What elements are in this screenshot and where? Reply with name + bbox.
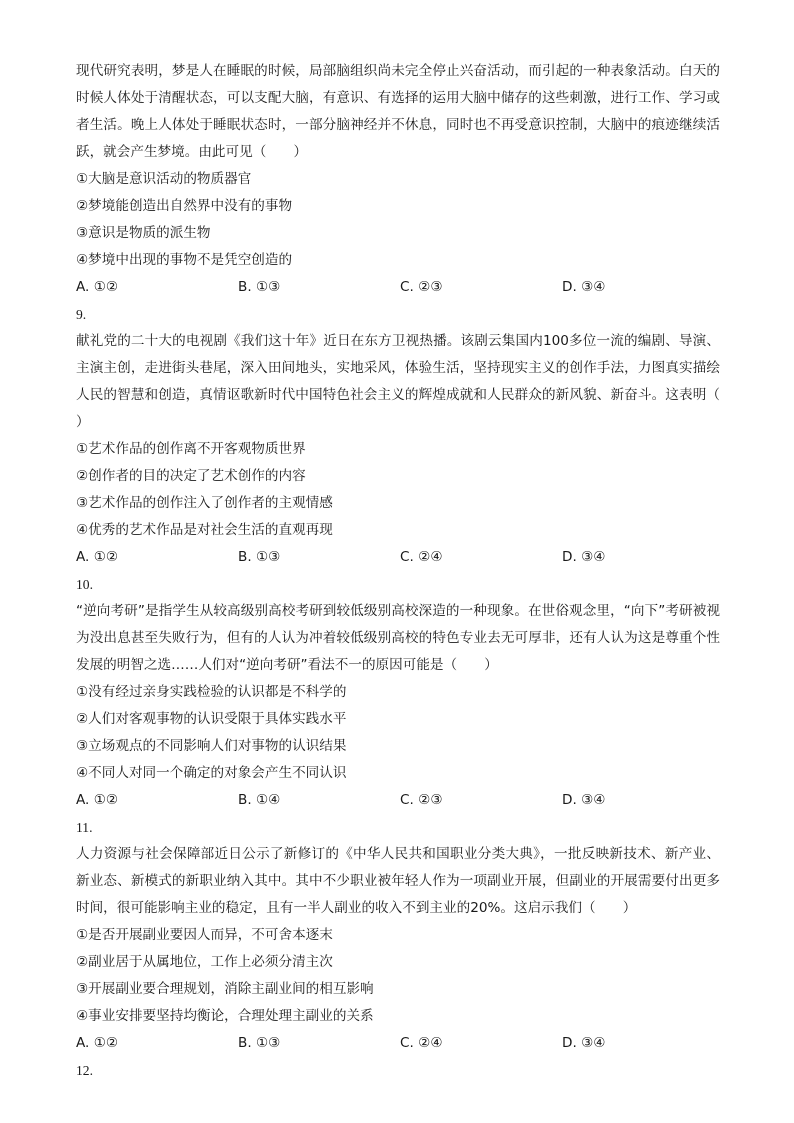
question-10-choices (76, 787, 720, 814)
question-11-number: 11. (76, 820, 93, 835)
question-12-number: 12. (76, 1063, 93, 1078)
question-9-option-4: ④优秀的艺术作品是对社会生活的直观再现 (76, 522, 333, 538)
question-8-stem: 现代研究表明，梦是人在睡眠的时候，局部脑组织尚未完全停止兴奋活动，而引起的一种表象活动。白天的时候人体处于清醒状态，可以支配大脑，有意识、有选择的运用大脑中储存的这些刺激，进行工作、学习或者生活。晚上人体处于睡眠状态时，一部分脑神经并不休息，同时也不再受意识控制，大脑中的痕迹继续活跃，就会产生梦境。由此可见（ ） (76, 63, 720, 160)
question-9-option-3: ③艺术作品的创作注入了创作者的主观情感 (76, 495, 333, 511)
question-9-stem: 献礼党的二十大的电视剧《我们这十年》近日在东方卫视热播。该剧云集国内100多位一流的编剧、导演、主演主创，走进街头巷尾，深入田间地头，实地采风，体验生活，坚持现实主义的创作手法，力图真实描绘人民的智慧和创造，真情讴歌新时代中国特色社会主义的辉煌成就和人民群众的新风貌、新奋斗。这表明（ ） (76, 333, 748, 430)
question-9-option-1: ①艺术作品的创作离不开客观物质世界 (76, 441, 306, 457)
question-8-option-4: ④梦境中出现的事物不是凭空创造的 (76, 252, 293, 268)
question-9-option-2: ②创作者的目的决定了艺术创作的内容 (76, 468, 306, 484)
question-8-choices (76, 274, 720, 301)
question-10-option-2: ②人们对客观事物的认识受限于具体实践水平 (76, 711, 347, 727)
question-10-choice-a: A. ①② (76, 792, 119, 808)
question-9-choices (76, 544, 720, 571)
question-11-option-3: ③开展副业要合理规划，消除主副业间的相互影响 (76, 981, 374, 997)
document-page (76, 58, 748, 1084)
question-11-choice-a: A. ①② (76, 1035, 119, 1051)
question-11 (76, 814, 720, 1057)
question-10-option-3: ③立场观点的不同影响人们对事物的认识结果 (76, 738, 347, 754)
question-8-choice-a: A. ①② (76, 279, 119, 295)
question-10-choice-b: B. ①④ (238, 792, 281, 808)
question-10-option-1: ①没有经过亲身实践检验的认识都是不科学的 (76, 684, 347, 700)
question-11-choice-c: C. ②④ (400, 1035, 443, 1051)
question-9 (76, 301, 748, 571)
question-11-choices (76, 1030, 720, 1057)
question-8-option-3: ③意识是物质的派生物 (76, 225, 211, 241)
question-8-choice-d: D. ③④ (562, 279, 606, 295)
question-10 (76, 571, 720, 814)
question-11-option-4: ④事业安排要坚持均衡论，合理处理主副业的关系 (76, 1008, 374, 1024)
question-8-choice-c: C. ②③ (400, 279, 443, 295)
question-9-choice-a: A. ①② (76, 549, 119, 565)
question-10-stem: “逆向考研”是指学生从较高级别高校考研到较低级别高校深造的一种现象。在世俗观念里，“向下”考研被视为没出息甚至失败行为，但有的人认为冲着较低级别高校的特色专业去无可厚非，还有人认为这是尊重个性发展的明智之选……人们对“逆向考研”看法不一的原因可能是（ ） (76, 603, 720, 673)
question-8 (76, 58, 720, 301)
question-8-option-2: ②梦境能创造出自然界中没有的事物 (76, 198, 293, 214)
question-9-choice-c: C. ②④ (400, 549, 443, 565)
question-10-choice-c: C. ②③ (400, 792, 443, 808)
question-9-number: 9. (76, 307, 87, 322)
question-8-choice-b: B. ①③ (238, 279, 281, 295)
question-10-choice-d: D. ③④ (562, 792, 606, 808)
question-8-option-1: ①大脑是意识活动的物质器官 (76, 171, 252, 187)
question-9-choice-d: D. ③④ (562, 549, 606, 565)
question-10-number: 10. (76, 577, 93, 592)
question-12 (76, 1057, 720, 1084)
question-11-option-2: ②副业居于从属地位，工作上必须分清主次 (76, 954, 333, 970)
question-9-choice-b: B. ①③ (238, 549, 281, 565)
question-11-stem: 人力资源与社会保障部近日公示了新修订的《中华人民共和国职业分类大典》，一批反映新技术、新产业、新业态、新模式的新职业纳入其中。其中不少职业被年轻人作为一项副业开展，但副业的开展需要付出更多时间，很可能影响主业的稳定，且有一半人副业的收入不到主业的20%。这启示我们（ ） (76, 846, 720, 916)
question-10-option-4: ④不同人对同一个确定的对象会产生不同认识 (76, 765, 347, 781)
question-11-choice-d: D. ③④ (562, 1035, 606, 1051)
question-11-option-1: ①是否开展副业要因人而异，不可舍本逐末 (76, 927, 333, 943)
question-11-choice-b: B. ①③ (238, 1035, 281, 1051)
